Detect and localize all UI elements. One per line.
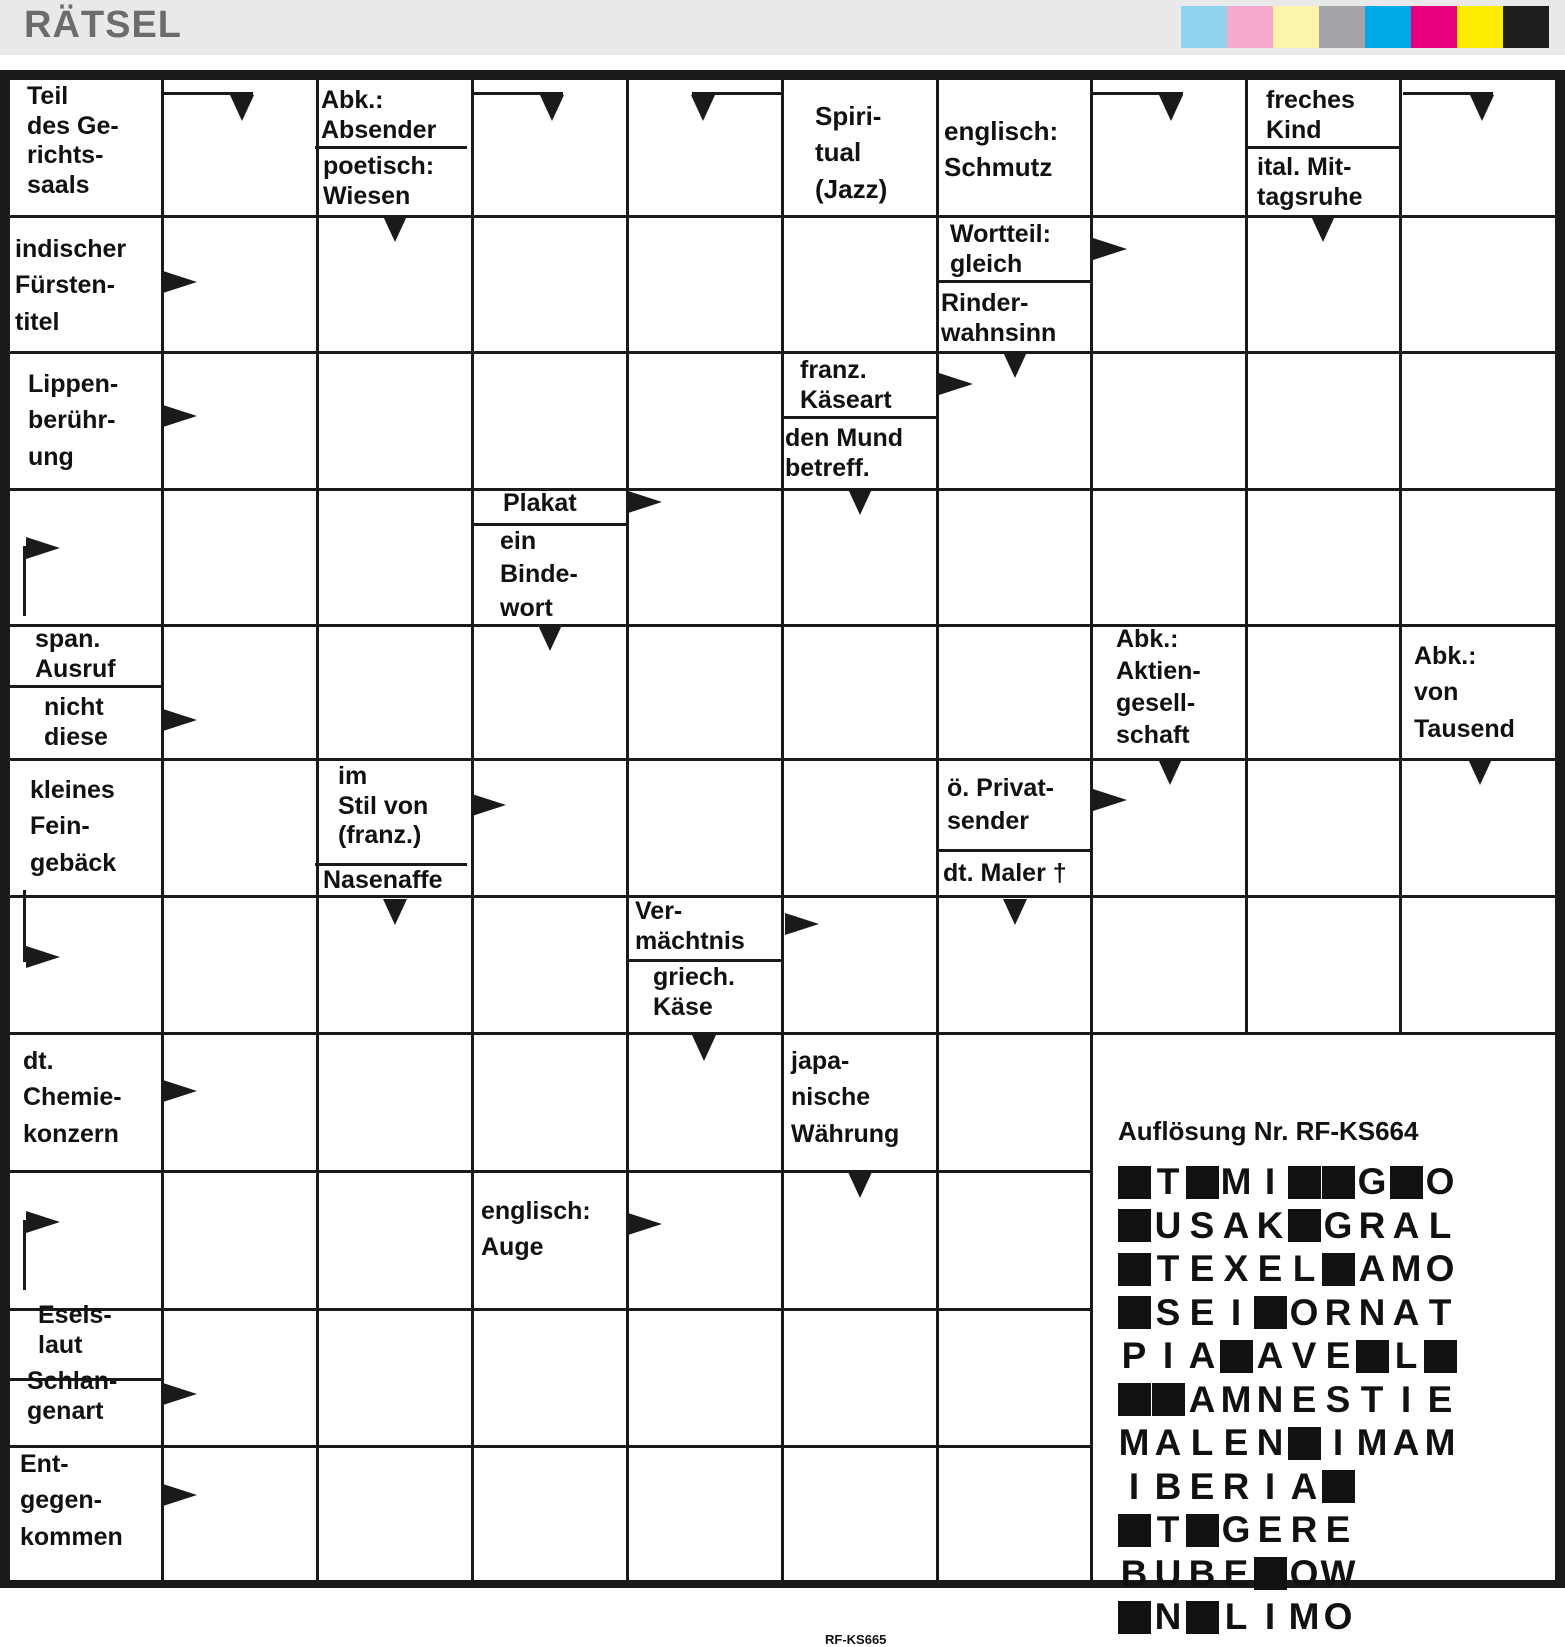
solution-black-cell [1117, 1293, 1151, 1333]
clue-divider [628, 959, 784, 962]
clue-ein-bindewort: ein Binde- wort [500, 527, 578, 622]
arrow-stem [1093, 92, 1183, 95]
solution-letter: M [1220, 1161, 1252, 1202]
solution-row [1117, 1423, 1457, 1463]
clue-divider [784, 416, 938, 419]
solution-row [1117, 1510, 1355, 1550]
solution-letter: I [1264, 1465, 1276, 1507]
clue-ital-mittagsruhe: ital. Mit- tagsruhe [1257, 153, 1363, 211]
grid-line [316, 80, 319, 1580]
solution-letter: E [1291, 1378, 1317, 1420]
solution-letter: N [1358, 1291, 1386, 1333]
arrow-right-icon [628, 491, 662, 513]
solution-black-cell [1151, 1380, 1185, 1420]
color-swatch [1273, 6, 1319, 48]
clue-dt-maler: dt. Maler † [943, 859, 1067, 887]
solution-letter: A [1358, 1248, 1386, 1289]
solution-letter: O [1425, 1248, 1455, 1289]
solution-letter: S [1189, 1204, 1215, 1246]
arrow-down-icon [1003, 899, 1027, 925]
header-bar [0, 0, 1565, 55]
solution-black-cell [1287, 1423, 1321, 1463]
solution-letter: T [1156, 1248, 1180, 1289]
grid-line [781, 80, 784, 1580]
color-swatch [1503, 6, 1549, 48]
solution-letter: A [1154, 1422, 1182, 1463]
crossword-puzzle [0, 70, 1565, 1647]
solution-letter: N [1154, 1596, 1182, 1637]
solution-letter: I [1230, 1291, 1242, 1333]
solution-letter: B [1120, 1552, 1148, 1594]
arrow-down-icon [540, 95, 564, 121]
clue-teil-des-gerichtssaals: Teil des Ge- richts- saals [27, 82, 119, 199]
arrow-right-icon [163, 1383, 197, 1405]
grid-line [1399, 80, 1402, 1033]
solution-letter: L [1428, 1204, 1452, 1246]
solution-letter: L [1394, 1335, 1418, 1376]
solution-letter: B [1188, 1552, 1216, 1594]
color-swatch [1365, 6, 1411, 48]
arrow-right-icon [163, 1080, 197, 1102]
solution-black-cell [1185, 1510, 1219, 1550]
arrow-down-icon [383, 216, 407, 242]
arrow-down-icon [1159, 95, 1183, 121]
clue-im-stil-von: im Stil von (franz.) [338, 762, 429, 849]
clue-eselslaut: Esels- laut [38, 1301, 112, 1359]
clue-englisch-schmutz: englisch: Schmutz [944, 116, 1059, 183]
solution-black-cell [1253, 1293, 1287, 1333]
clue-divider [10, 685, 162, 688]
solution-letter: M [1220, 1378, 1252, 1420]
solution-letter: M [1118, 1422, 1150, 1463]
solution-letter: M [1356, 1422, 1388, 1463]
arrow-right-icon [472, 794, 506, 816]
clue-divider [938, 280, 1091, 283]
arrow-down-icon [1158, 759, 1182, 785]
solution-black-cell [1117, 1206, 1151, 1246]
solution-letter: M [1424, 1422, 1456, 1463]
clue-abk-absender: Abk.: Absender [321, 86, 437, 144]
solution-letter: W [1320, 1552, 1356, 1594]
solution-letter: G [1323, 1204, 1353, 1246]
clue-lippenberuehrung: Lippen- berühr- ung [28, 370, 119, 471]
solution-black-cell [1423, 1336, 1457, 1376]
grid-line [161, 80, 164, 1580]
solution-black-cell [1117, 1249, 1151, 1289]
solution-letter: T [1360, 1378, 1384, 1420]
solution-letter: N [1256, 1422, 1284, 1463]
solution-letter: E [1189, 1465, 1215, 1507]
arrow-down-icon [1468, 759, 1492, 785]
solution-row [1117, 1467, 1355, 1507]
solution-letter: I [1332, 1422, 1344, 1463]
solution-letter: T [1156, 1509, 1180, 1550]
solution-letter: O [1323, 1596, 1353, 1637]
grid-line [1245, 80, 1248, 1033]
arrow-down-icon [1003, 352, 1027, 378]
grid-border [1555, 70, 1565, 1588]
clue-plakat: Plakat [503, 489, 577, 517]
arrow-down-icon [230, 95, 254, 121]
solution-row [1117, 1206, 1457, 1246]
arrow-down-icon [691, 95, 715, 121]
solution-letter: T [1156, 1161, 1180, 1202]
solution-row [1117, 1380, 1457, 1420]
arrow-right-icon [163, 405, 197, 427]
solution-letter: R [1222, 1465, 1250, 1507]
solution-letter: E [1189, 1248, 1215, 1289]
solution-black-cell [1117, 1597, 1151, 1637]
color-swatch [1181, 6, 1227, 48]
arrow-right-icon [628, 1213, 662, 1235]
flag-arrow-icon [26, 537, 60, 559]
color-calibration-bar [1181, 6, 1549, 48]
solution-letter: A [1392, 1291, 1420, 1333]
solution-black-cell [1185, 1597, 1219, 1637]
solution-row [1117, 1336, 1457, 1376]
color-swatch [1411, 6, 1457, 48]
solution-letter: K [1256, 1204, 1284, 1246]
arrow-down-icon [383, 899, 407, 925]
solution-letter: M [1390, 1248, 1422, 1289]
grid-line [10, 1445, 1091, 1448]
arrow-down-icon [538, 625, 562, 651]
grid-border [0, 70, 10, 1588]
solution-black-cell [1321, 1467, 1355, 1507]
solution-letter: A [1222, 1204, 1250, 1246]
solution-black-cell [1287, 1162, 1321, 1202]
grid-border [0, 70, 1565, 80]
clue-divider [315, 146, 467, 149]
arrow-down-icon [1470, 95, 1494, 121]
solution-letter: R [1324, 1291, 1352, 1333]
flag-arrow-icon [26, 1211, 60, 1233]
solution-black-cell [1355, 1336, 1389, 1376]
solution-letter: A [1392, 1204, 1420, 1246]
solution-row [1117, 1162, 1457, 1202]
solution-letter: I [1128, 1465, 1140, 1507]
solution-letter: E [1257, 1509, 1283, 1550]
puzzle-code: RF-KS665 [825, 1632, 887, 1647]
clue-freches-kind: freches Kind [1266, 86, 1355, 144]
color-swatch [1319, 6, 1365, 48]
clue-kleines-feingebaeck: kleines Fein- gebäck [30, 776, 117, 877]
solution-letter: R [1290, 1509, 1318, 1550]
arrow-stem [1403, 92, 1493, 95]
grid-line [471, 80, 474, 1580]
solution-letter: A [1256, 1335, 1284, 1376]
clue-nicht-diese: nicht diese [44, 693, 108, 751]
solution-letter: I [1400, 1378, 1412, 1420]
solution-letter: N [1256, 1378, 1284, 1420]
solution-letter: I [1264, 1596, 1276, 1637]
solution-letter: B [1154, 1465, 1182, 1507]
clue-japanische-waehrung: japa- nische Währung [791, 1047, 900, 1148]
solution-letter: I [1162, 1335, 1174, 1376]
solution-row [1117, 1249, 1457, 1289]
arrow-right-icon [939, 373, 973, 395]
solution-black-cell [1117, 1510, 1151, 1550]
clue-rinderwahnsinn: Rinder- wahnsinn [941, 289, 1057, 347]
solution-letter: E [1223, 1422, 1249, 1463]
clue-spiritual: Spiri- tual (Jazz) [815, 101, 888, 204]
grid-line [10, 1308, 1091, 1311]
grid-line [936, 80, 939, 1580]
solution-letter: L [1224, 1596, 1248, 1637]
solution-row [1117, 1293, 1457, 1333]
solution-letter: G [1357, 1161, 1387, 1202]
solution-black-cell [1287, 1206, 1321, 1246]
clue-den-mund-betreff: den Mund betreff. [785, 424, 904, 482]
solution-letter: A [1188, 1378, 1216, 1420]
solution-letter: T [1428, 1291, 1452, 1333]
solution-black-cell [1117, 1380, 1151, 1420]
solution-letter: I [1264, 1161, 1276, 1202]
solution-letter: E [1189, 1291, 1215, 1333]
grid-line [1090, 80, 1093, 1580]
clue-dt-chemiekonzern: dt. Chemie- konzern [23, 1047, 122, 1148]
arrow-right-icon [163, 271, 197, 293]
solution-letter: O [1289, 1552, 1319, 1594]
grid-line [10, 1170, 1091, 1173]
solution-letter: A [1188, 1335, 1216, 1376]
clue-vermaechtnis: Ver- mächtnis [635, 897, 745, 955]
solution-black-cell [1389, 1162, 1423, 1202]
solution-letter: M [1288, 1596, 1320, 1637]
clue-divider [938, 849, 1091, 852]
clue-griech-kaese: griech. Käse [653, 963, 735, 1021]
solution-black-cell [1321, 1162, 1355, 1202]
arrow-right-icon [1093, 238, 1127, 260]
clue-divider [1245, 146, 1400, 149]
clue-schlangenart: Schlan- genart [27, 1367, 118, 1425]
solution-letter: V [1291, 1335, 1317, 1376]
flag-arrow-icon [26, 946, 60, 968]
arrow-down-icon [848, 489, 872, 515]
solution-letter: E [1325, 1335, 1351, 1376]
solution-letter: U [1154, 1552, 1182, 1594]
solution-black-cell [1117, 1162, 1151, 1202]
solution-letter: A [1290, 1465, 1318, 1507]
clue-wortteil-gleich: Wortteil: gleich [950, 220, 1051, 278]
solution-letter: G [1221, 1509, 1251, 1550]
solution-black-cell [1321, 1249, 1355, 1289]
solution-letter: E [1257, 1248, 1283, 1289]
solution-letter: E [1325, 1509, 1351, 1550]
arrow-stem [473, 92, 563, 95]
solution-black-cell [1219, 1336, 1253, 1376]
clue-franz-kaeseart: franz. Käseart [800, 356, 892, 414]
solution-letter: O [1425, 1161, 1455, 1202]
color-swatch [1227, 6, 1273, 48]
clue-oe-privatsender: ö. Privat- sender [947, 774, 1054, 835]
arrow-stem [692, 92, 782, 95]
solution-letter: P [1121, 1335, 1147, 1376]
arrow-right-icon [163, 709, 197, 731]
clue-indischer-fuerstentitel: indischer Fürsten- titel [15, 235, 127, 336]
arrow-right-icon [1093, 789, 1127, 811]
solution-letter: E [1427, 1378, 1453, 1420]
solution-letter: L [1292, 1248, 1316, 1289]
clue-span-ausruf: span. Ausruf [35, 625, 116, 683]
solution-letter: S [1325, 1378, 1351, 1420]
arrow-right-icon [785, 913, 819, 935]
clue-abk-aktiengesellschaft: Abk.: Aktien- gesell- schaft [1116, 625, 1201, 749]
grid-line [626, 80, 629, 1580]
solution-letter: O [1289, 1291, 1319, 1333]
solution-letter: E [1223, 1552, 1249, 1594]
clue-nasenaffe: Nasenaffe [323, 866, 443, 894]
solution-black-cell [1185, 1162, 1219, 1202]
solution-letter: R [1358, 1204, 1386, 1246]
solution-title: Auflösung Nr. RF-KS664 [1118, 1116, 1419, 1146]
clue-abk-von-tausend: Abk.: von Tausend [1414, 642, 1515, 743]
arrow-down-icon [848, 1172, 872, 1198]
solution-letter: A [1392, 1422, 1420, 1463]
color-swatch [1457, 6, 1503, 48]
arrow-stem [163, 92, 253, 95]
solution-letter: L [1190, 1422, 1214, 1463]
arrow-right-icon [163, 1484, 197, 1506]
arrow-down-icon [692, 1035, 716, 1061]
clue-poetisch-wiesen: poetisch: Wiesen [323, 152, 435, 210]
clue-entgegenkommen: Ent- gegen- kommen [20, 1450, 123, 1551]
clue-englisch-auge: englisch: Auge [481, 1197, 591, 1262]
solution-letter: S [1155, 1291, 1181, 1333]
page-title: RÄTSEL [24, 4, 182, 46]
solution-row [1117, 1597, 1355, 1637]
arrow-down-icon [1311, 216, 1335, 242]
solution-letter: U [1154, 1204, 1182, 1246]
solution-letter: X [1223, 1248, 1249, 1289]
